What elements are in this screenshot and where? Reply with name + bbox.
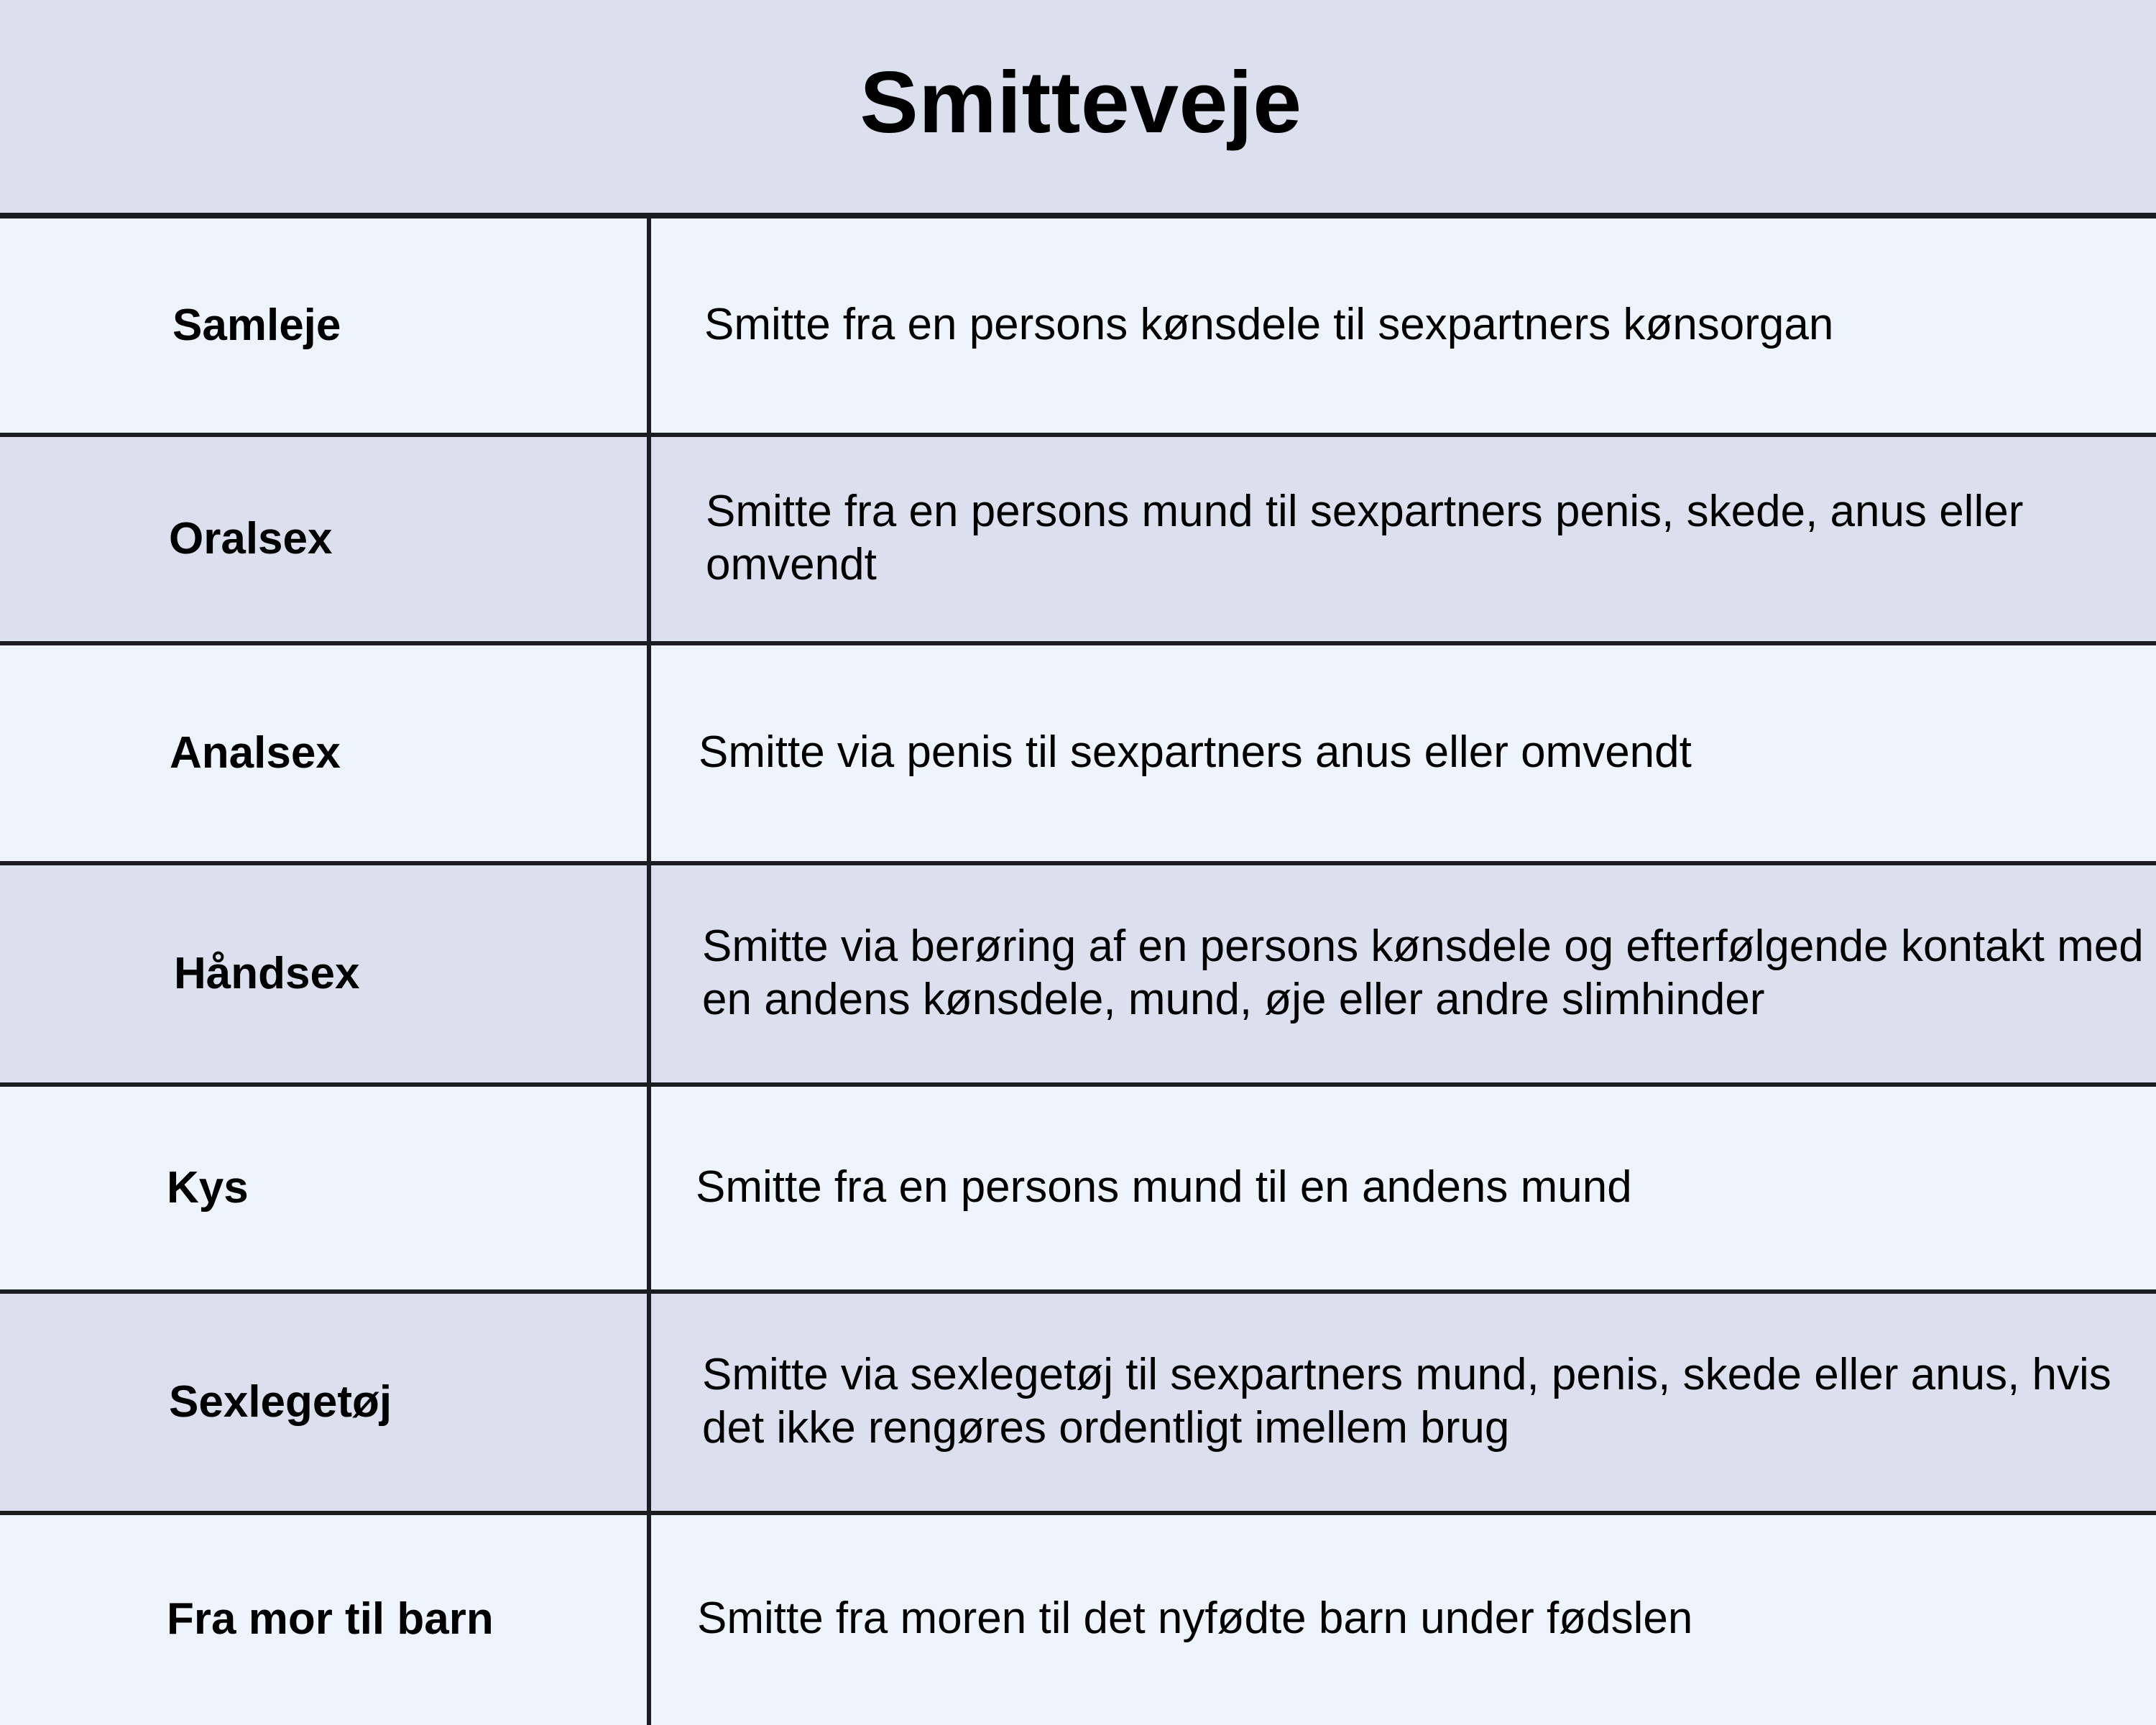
route-term: Håndsex [174,948,360,998]
route-description [702,1291,2156,1512]
route-description-text: Smitte via penis til sexpartners anus eller omvendt [699,727,1692,777]
route-description-text: Smitte fra en persons kønsdele til sexpartners kønsorgan [704,300,1834,349]
table-row [0,862,2156,1084]
table-row [0,1512,2156,1725]
route-description-text: Smitte fra moren til det nyfødte barn under fødslen [697,1593,1693,1643]
route-term: Sexlegetøj [169,1376,392,1427]
header-divider-line [0,213,2156,218]
route-description [702,862,2156,1084]
row-divider-line [0,861,2156,865]
table-row [0,216,2156,434]
row-divider-line [0,641,2156,645]
route-term: Oralsex [169,513,333,564]
route-term: Kys [167,1162,249,1213]
table-row [0,1084,2156,1291]
route-description-text: Smitte fra en persons mund til en andens mund [696,1162,1632,1212]
route-description [706,434,2156,643]
route-term: Analsex [170,727,341,778]
route-description [696,1084,2155,1291]
row-divider-line [0,433,2156,437]
route-description-text: Smitte fra en persons mund til sexpartners penis, skede, anus eller omvendt [706,487,2024,589]
route-description-text: Smitte via berøring af en persons kønsdele og efterfølgende kontakt med en andens kønsdele, mund, øje eller andre slimhinder [702,921,2144,1024]
route-description-text: Smitte via sexlegetøj til sexpartners mund, penis, skede eller anus, hvis det ikke rengøres ordentligt imellem brug [702,1350,2111,1453]
route-term: Samleje [172,300,341,350]
row-divider-line [0,1082,2156,1087]
column-divider-line [647,216,651,1725]
route-description [704,216,2156,434]
route-description [697,1512,2156,1725]
table-row [0,1291,2156,1512]
route-term: Fra mor til barn [167,1593,494,1644]
table-row [0,434,2156,643]
row-divider-line [0,1289,2156,1294]
page-title: Smitteveje [860,53,1302,151]
table-row [0,643,2156,862]
route-description [699,643,2156,862]
row-divider-line [0,1511,2156,1515]
title-header [0,0,2156,213]
